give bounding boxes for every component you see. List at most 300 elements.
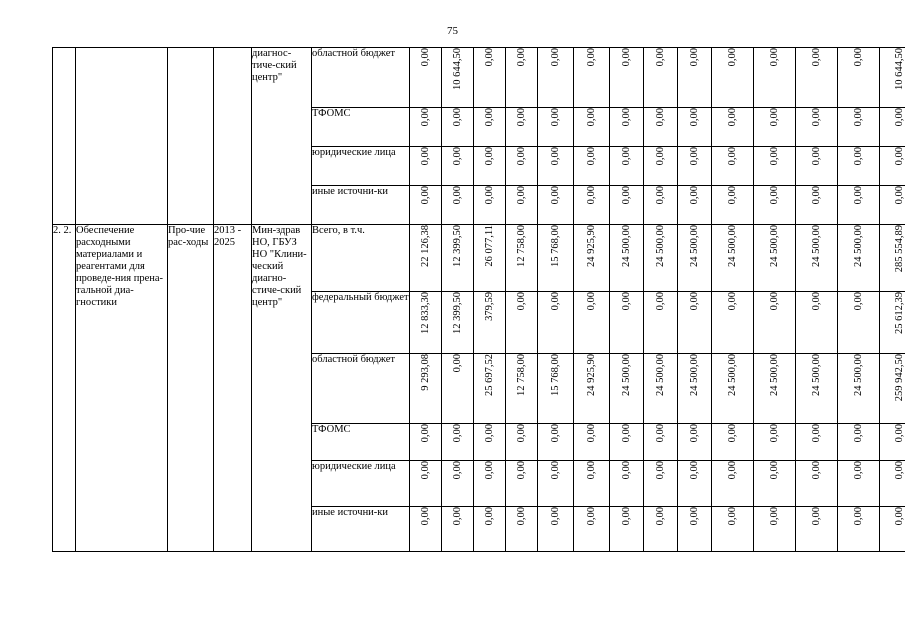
value-cell: [506, 48, 538, 108]
cell-value: 0,00: [726, 147, 738, 166]
cell-value: 0,00: [483, 147, 495, 166]
cell-value: 24 500,00: [620, 225, 632, 267]
value-cell: [754, 292, 796, 354]
cell-value: 379,59: [483, 292, 495, 321]
cell-value: 0,00: [726, 424, 738, 443]
value-cell: [838, 108, 880, 147]
cell-value: 24 500,00: [726, 225, 738, 267]
cell-value: 0,00: [451, 354, 463, 373]
value-cell: [610, 354, 644, 424]
cell-value: 0,00: [688, 186, 700, 205]
cell-value: 0,00: [654, 507, 666, 526]
value-cell: [442, 424, 474, 461]
cell-value: 0,00: [620, 147, 632, 166]
cell-value: 0,00: [688, 461, 700, 480]
cell-value: 24 500,00: [810, 354, 822, 396]
cell-value: 0,00: [810, 108, 822, 127]
value-cell: [796, 225, 838, 292]
value-cell: [754, 507, 796, 552]
value-cell: [712, 147, 754, 186]
value-cell: [574, 424, 610, 461]
value-cell: [838, 507, 880, 552]
cell-value: 0,00: [549, 108, 561, 127]
value-cell: [574, 186, 610, 225]
value-cell: [838, 354, 880, 424]
value-cell: [610, 186, 644, 225]
empty-name-cell: [76, 48, 168, 225]
cell-value: 0,00: [654, 108, 666, 127]
funding-source-cell: областной бюджет: [312, 354, 410, 424]
cell-value: 0,00: [549, 424, 561, 443]
funding-source-cell: ТФОМС: [312, 424, 410, 461]
cell-value: 0,00: [810, 147, 822, 166]
value-cell: [796, 292, 838, 354]
value-cell: [538, 507, 574, 552]
funding-source-cell: федеральный бюджет: [312, 292, 410, 354]
cell-value: 22 126,38: [419, 225, 431, 267]
cell-value: 10 644,50: [893, 48, 905, 90]
budget-table: [52, 47, 905, 552]
cell-value: 0,00: [726, 461, 738, 480]
cell-value: 0,00: [810, 48, 822, 67]
value-cell: [880, 292, 905, 354]
empty-number-cell: [53, 48, 76, 225]
cell-value: 0,00: [810, 292, 822, 311]
value-cell: [796, 186, 838, 225]
cell-value: 0,00: [620, 292, 632, 311]
cell-value: 0,00: [483, 48, 495, 67]
cell-value: 0,00: [688, 424, 700, 443]
value-cell: [712, 186, 754, 225]
cell-value: 0,00: [515, 147, 527, 166]
cell-value: 0,00: [688, 507, 700, 526]
value-cell: [880, 147, 905, 186]
value-cell: [538, 424, 574, 461]
cell-value: 0,00: [768, 186, 780, 205]
funding-source-cell: областной бюджет: [312, 48, 410, 108]
cell-value: 0,00: [893, 507, 905, 526]
organization-cell: Мин-здрав НО, ГБУЗ НО "Клини-ческий диагно-стиче-ский центр": [252, 225, 312, 552]
cell-value: 0,00: [549, 292, 561, 311]
value-cell: [754, 48, 796, 108]
cell-value: 15 768,00: [549, 354, 561, 396]
cell-value: 0,00: [585, 292, 597, 311]
cell-value: 0,00: [768, 461, 780, 480]
cell-value: 0,00: [483, 108, 495, 127]
item-number-cell: 2. 2.: [53, 225, 76, 552]
period-cell: 2013 - 2025: [214, 225, 252, 552]
cell-value: 0,00: [419, 186, 431, 205]
value-cell: [538, 292, 574, 354]
value-cell: [678, 225, 712, 292]
cell-value: 24 500,00: [768, 225, 780, 267]
cell-value: 0,00: [483, 461, 495, 480]
table-row: [53, 48, 905, 108]
cell-value: 0,00: [419, 48, 431, 67]
value-cell: [880, 507, 905, 552]
value-cell: [838, 48, 880, 108]
cell-value: 0,00: [585, 147, 597, 166]
value-cell: [410, 461, 442, 507]
value-cell: [754, 108, 796, 147]
value-cell: [474, 48, 506, 108]
cell-value: 0,00: [451, 186, 463, 205]
value-cell: [506, 461, 538, 507]
value-cell: [410, 48, 442, 108]
value-cell: [574, 354, 610, 424]
value-cell: [796, 147, 838, 186]
value-cell: [796, 461, 838, 507]
cell-value: 0,00: [483, 186, 495, 205]
value-cell: [754, 461, 796, 507]
cell-value: 12 758,00: [515, 225, 527, 267]
funding-source-cell: ТФОМС: [312, 108, 410, 147]
cell-value: 0,00: [654, 48, 666, 67]
value-cell: [796, 108, 838, 147]
value-cell: [442, 147, 474, 186]
cell-value: 0,00: [620, 461, 632, 480]
item-name-cell: Обеспечение расходными материалами и реагентами для проведе-ния прена-тальной диа-гностики: [76, 225, 168, 552]
cell-value: 0,00: [768, 292, 780, 311]
cell-value: 24 500,00: [852, 354, 864, 396]
cell-value: 0,00: [620, 507, 632, 526]
cell-value: 15 768,00: [549, 225, 561, 267]
value-cell: [678, 48, 712, 108]
value-cell: [754, 186, 796, 225]
value-cell: [610, 292, 644, 354]
value-cell: [474, 292, 506, 354]
cell-value: 0,00: [688, 108, 700, 127]
cell-value: 0,00: [515, 292, 527, 311]
value-cell: [506, 186, 538, 225]
value-cell: [880, 461, 905, 507]
empty-type-cell: [168, 48, 214, 225]
cell-value: 0,00: [726, 48, 738, 67]
value-cell: [574, 461, 610, 507]
value-cell: [474, 186, 506, 225]
cell-value: 0,00: [515, 424, 527, 443]
cell-value: 0,00: [585, 186, 597, 205]
cell-value: 0,00: [852, 48, 864, 67]
cell-value: 0,00: [852, 461, 864, 480]
cell-value: 0,00: [810, 461, 822, 480]
cell-value: 25 612,39: [893, 292, 905, 334]
value-cell: [410, 507, 442, 552]
cell-value: 0,00: [726, 292, 738, 311]
value-cell: [610, 147, 644, 186]
funding-source-cell: иные источни-ки: [312, 186, 410, 225]
value-cell: [574, 225, 610, 292]
value-cell: [410, 292, 442, 354]
cell-value: 0,00: [419, 147, 431, 166]
value-cell: [754, 424, 796, 461]
cell-value: 0,00: [451, 108, 463, 127]
value-cell: [678, 292, 712, 354]
value-cell: [754, 354, 796, 424]
value-cell: [474, 354, 506, 424]
cell-value: 0,00: [515, 461, 527, 480]
cell-value: 0,00: [620, 108, 632, 127]
cell-value: 12 399,50: [451, 225, 463, 267]
value-cell: [506, 507, 538, 552]
value-cell: [838, 424, 880, 461]
organization-cell: диагнос-тиче-ский центр": [252, 48, 312, 225]
value-cell: [538, 225, 574, 292]
value-cell: [506, 225, 538, 292]
funding-source-cell: иные источни-ки: [312, 507, 410, 552]
value-cell: [838, 186, 880, 225]
cell-value: 259 942,50: [893, 354, 905, 402]
value-cell: [644, 292, 678, 354]
cell-value: 0,00: [810, 186, 822, 205]
cell-value: 0,00: [654, 186, 666, 205]
cell-value: 0,00: [768, 48, 780, 67]
cell-value: 0,00: [688, 292, 700, 311]
value-cell: [796, 48, 838, 108]
cell-value: 12 833,30: [419, 292, 431, 334]
cell-value: 24 500,00: [852, 225, 864, 267]
value-cell: [474, 108, 506, 147]
value-cell: [474, 424, 506, 461]
cell-value: 0,00: [549, 507, 561, 526]
cell-value: 12 758,00: [515, 354, 527, 396]
value-cell: [442, 225, 474, 292]
value-cell: [538, 147, 574, 186]
value-cell: [644, 108, 678, 147]
cell-value: 0,00: [419, 424, 431, 443]
value-cell: [574, 292, 610, 354]
value-cell: [410, 354, 442, 424]
value-cell: [678, 507, 712, 552]
value-cell: [442, 48, 474, 108]
cell-value: 12 399,50: [451, 292, 463, 334]
value-cell: [610, 48, 644, 108]
cell-value: 0,00: [852, 147, 864, 166]
value-cell: [712, 108, 754, 147]
cell-value: 0,00: [419, 461, 431, 480]
value-cell: [506, 424, 538, 461]
cell-value: 0,00: [688, 48, 700, 67]
value-cell: [712, 424, 754, 461]
value-cell: [574, 507, 610, 552]
funding-source-cell: юридические лица: [312, 147, 410, 186]
value-cell: [644, 48, 678, 108]
value-cell: [506, 292, 538, 354]
cell-value: 0,00: [451, 147, 463, 166]
value-cell: [880, 186, 905, 225]
cell-value: 0,00: [654, 461, 666, 480]
cell-value: 0,00: [893, 424, 905, 443]
cell-value: 0,00: [515, 108, 527, 127]
cell-value: 0,00: [515, 48, 527, 67]
value-cell: [644, 354, 678, 424]
value-cell: [712, 354, 754, 424]
cell-value: 0,00: [549, 186, 561, 205]
value-cell: [610, 424, 644, 461]
value-cell: [838, 292, 880, 354]
value-cell: [574, 147, 610, 186]
value-cell: [442, 461, 474, 507]
value-cell: [442, 507, 474, 552]
cell-value: 0,00: [852, 292, 864, 311]
value-cell: [678, 461, 712, 507]
value-cell: [712, 225, 754, 292]
cell-value: 0,00: [451, 461, 463, 480]
value-cell: [880, 48, 905, 108]
cell-value: 0,00: [549, 147, 561, 166]
cell-value: 0,00: [620, 48, 632, 67]
cell-value: 0,00: [483, 424, 495, 443]
value-cell: [678, 147, 712, 186]
cell-value: 0,00: [810, 424, 822, 443]
expense-type-cell: Про-чие рас-ходы: [168, 225, 214, 552]
value-cell: [410, 424, 442, 461]
cell-value: 24 925,90: [585, 225, 597, 267]
value-cell: [678, 108, 712, 147]
value-cell: [644, 461, 678, 507]
value-cell: [538, 461, 574, 507]
value-cell: [712, 48, 754, 108]
value-cell: [474, 461, 506, 507]
value-cell: [410, 225, 442, 292]
cell-value: 0,00: [585, 507, 597, 526]
funding-source-cell: Всего, в т.ч.: [312, 225, 410, 292]
value-cell: [574, 108, 610, 147]
cell-value: 9 293,08: [419, 354, 431, 391]
cell-value: 0,00: [515, 186, 527, 205]
cell-value: 0,00: [451, 424, 463, 443]
cell-value: 0,00: [768, 147, 780, 166]
cell-value: 0,00: [451, 507, 463, 526]
value-cell: [410, 108, 442, 147]
cell-value: 24 500,00: [726, 354, 738, 396]
value-cell: [754, 225, 796, 292]
cell-value: 24 925,90: [585, 354, 597, 396]
value-cell: [442, 292, 474, 354]
value-cell: [538, 186, 574, 225]
cell-value: 0,00: [654, 424, 666, 443]
cell-value: 24 500,00: [768, 354, 780, 396]
value-cell: [644, 507, 678, 552]
cell-value: 24 500,00: [654, 225, 666, 267]
value-cell: [880, 424, 905, 461]
value-cell: [442, 186, 474, 225]
value-cell: [610, 461, 644, 507]
cell-value: 0,00: [810, 507, 822, 526]
cell-value: 24 500,00: [688, 225, 700, 267]
cell-value: 0,00: [620, 424, 632, 443]
value-cell: [678, 354, 712, 424]
cell-value: 25 697,52: [483, 354, 495, 396]
value-cell: [644, 225, 678, 292]
value-cell: [538, 354, 574, 424]
value-cell: [796, 507, 838, 552]
value-cell: [796, 354, 838, 424]
cell-value: 0,00: [893, 461, 905, 480]
funding-source-cell: юридические лица: [312, 461, 410, 507]
cell-value: 0,00: [688, 147, 700, 166]
cell-value: 0,00: [852, 108, 864, 127]
value-cell: [838, 225, 880, 292]
value-cell: [442, 354, 474, 424]
cell-value: 0,00: [585, 424, 597, 443]
value-cell: [644, 147, 678, 186]
value-cell: [712, 507, 754, 552]
value-cell: [712, 461, 754, 507]
value-cell: [410, 147, 442, 186]
cell-value: 0,00: [726, 507, 738, 526]
cell-value: 0,00: [893, 147, 905, 166]
cell-value: 0,00: [515, 507, 527, 526]
cell-value: 0,00: [852, 186, 864, 205]
value-cell: [880, 108, 905, 147]
cell-value: 0,00: [726, 108, 738, 127]
value-cell: [678, 186, 712, 225]
cell-value: 24 500,00: [654, 354, 666, 396]
value-cell: [712, 292, 754, 354]
value-cell: [610, 225, 644, 292]
value-cell: [410, 186, 442, 225]
value-cell: [506, 108, 538, 147]
table-row: [53, 225, 905, 292]
value-cell: [644, 186, 678, 225]
cell-value: 0,00: [654, 147, 666, 166]
value-cell: [880, 354, 905, 424]
value-cell: [838, 147, 880, 186]
cell-value: 0,00: [654, 292, 666, 311]
value-cell: [506, 147, 538, 186]
cell-value: 0,00: [419, 108, 431, 127]
value-cell: [538, 48, 574, 108]
cell-value: 0,00: [768, 507, 780, 526]
value-cell: [678, 424, 712, 461]
value-cell: [474, 147, 506, 186]
value-cell: [644, 424, 678, 461]
value-cell: [838, 461, 880, 507]
cell-value: 0,00: [768, 424, 780, 443]
value-cell: [610, 507, 644, 552]
value-cell: [574, 48, 610, 108]
cell-value: 24 500,00: [620, 354, 632, 396]
value-cell: [506, 354, 538, 424]
cell-value: 0,00: [419, 507, 431, 526]
cell-value: 24 500,00: [688, 354, 700, 396]
page-number: 75: [447, 25, 458, 37]
cell-value: 0,00: [483, 507, 495, 526]
cell-value: 0,00: [620, 186, 632, 205]
value-cell: [474, 225, 506, 292]
cell-value: 0,00: [852, 424, 864, 443]
value-cell: [474, 507, 506, 552]
cell-value: 0,00: [585, 48, 597, 67]
empty-period-cell: [214, 48, 252, 225]
cell-value: 0,00: [852, 507, 864, 526]
cell-value: 285 554,89: [893, 225, 905, 273]
cell-value: 0,00: [549, 461, 561, 480]
value-cell: [538, 108, 574, 147]
cell-value: 0,00: [893, 186, 905, 205]
cell-value: 26 077,11: [483, 225, 495, 267]
value-cell: [610, 108, 644, 147]
cell-value: 0,00: [585, 461, 597, 480]
cell-value: 0,00: [549, 48, 561, 67]
cell-value: 0,00: [893, 108, 905, 127]
cell-value: 0,00: [768, 108, 780, 127]
cell-value: 24 500,00: [810, 225, 822, 267]
cell-value: 0,00: [726, 186, 738, 205]
value-cell: [754, 147, 796, 186]
cell-value: 10 644,50: [451, 48, 463, 90]
